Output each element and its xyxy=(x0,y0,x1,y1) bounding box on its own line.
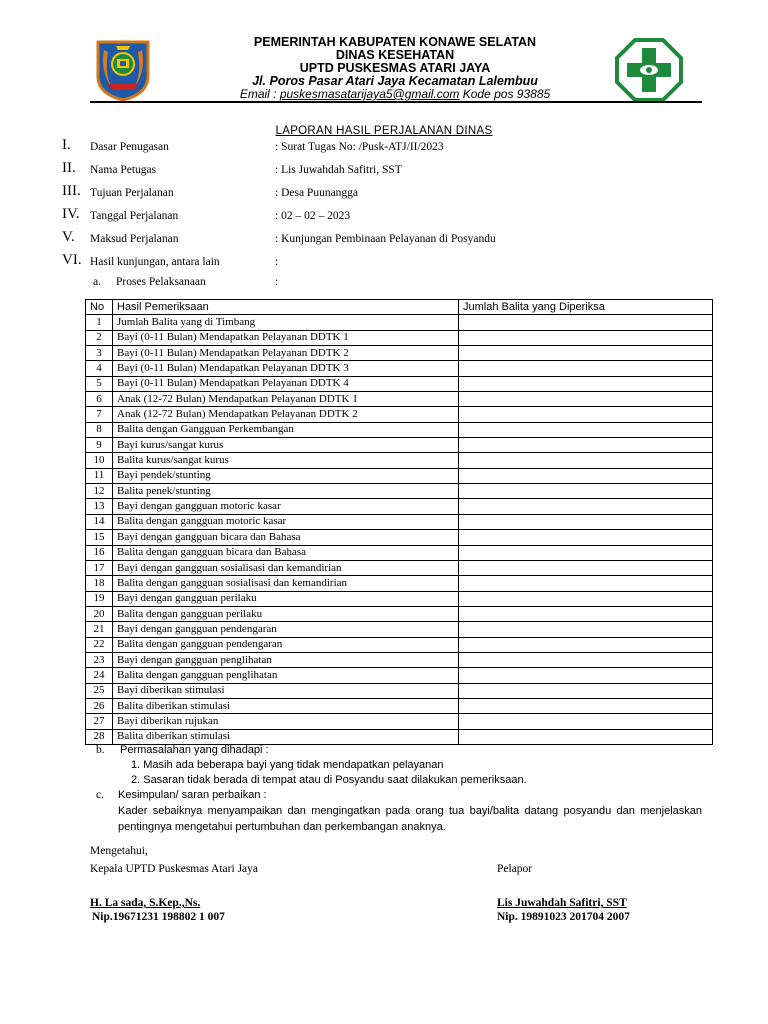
right-signatory-nip: Nip. 19891023 201704 2007 xyxy=(497,911,630,923)
row-number: 19 xyxy=(86,591,113,606)
row-result: Balita dengan gangguan bicara dan Bahasa xyxy=(113,545,459,560)
section-value: : xyxy=(275,256,279,268)
section-label: Nama Petugas xyxy=(90,164,157,176)
row-number: 23 xyxy=(86,652,113,667)
row-number: 4 xyxy=(86,361,113,376)
row-number: 8 xyxy=(86,422,113,437)
table-row xyxy=(86,606,713,621)
row-number: 1 xyxy=(86,315,113,330)
section-value: : Desa Puunangga xyxy=(275,187,359,199)
section-label: Dasar Penugasan xyxy=(90,141,169,153)
table-row xyxy=(86,499,713,514)
row-number: 28 xyxy=(86,729,113,744)
row-count xyxy=(459,652,713,667)
table-row xyxy=(86,392,713,407)
row-number: 3 xyxy=(86,346,113,361)
left-signatory-name: H. La sada, S.Kep.,Ns. xyxy=(90,897,201,909)
row-count xyxy=(459,499,713,514)
row-result: Bayi (0-11 Bulan) Mendapatkan Pelayanan DDTK 3 xyxy=(113,361,459,376)
row-count xyxy=(459,376,713,391)
row-result: Bayi dengan gangguan penglihatan xyxy=(113,652,459,667)
row-count xyxy=(459,714,713,729)
row-count xyxy=(459,668,713,683)
table-row xyxy=(86,576,713,591)
table-row xyxy=(86,422,713,437)
row-result: Bayi kurus/sangat kurus xyxy=(113,438,459,453)
konawe-selatan-emblem-icon xyxy=(90,36,156,102)
row-count xyxy=(459,606,713,621)
row-count xyxy=(459,315,713,330)
problem-item: 2. Sasaran tidak berada di tempat atau di Posyandu saat dilakukan pemeriksaan. xyxy=(131,774,527,786)
row-count xyxy=(459,392,713,407)
row-result: Balita dengan gangguan sosialisasi dan kemandirian xyxy=(113,576,459,591)
row-count xyxy=(459,560,713,575)
table-row xyxy=(86,729,713,744)
table-row xyxy=(86,346,713,361)
row-count xyxy=(459,729,713,744)
row-count xyxy=(459,637,713,652)
column-header-result: Hasil Pemeriksaan xyxy=(113,300,459,315)
row-result: Bayi (0-11 Bulan) Mendapatkan Pelayanan DDTK 1 xyxy=(113,330,459,345)
row-result: Balita penek/stunting xyxy=(113,484,459,499)
table-row xyxy=(86,484,713,499)
row-number: 6 xyxy=(86,392,113,407)
table-row xyxy=(86,698,713,713)
row-count xyxy=(459,530,713,545)
header-line-government: PEMERINTAH KABUPATEN KONAWE SELATAN xyxy=(253,35,537,49)
section-number: I. xyxy=(62,137,71,153)
row-number: 2 xyxy=(86,330,113,345)
table-row xyxy=(86,315,713,330)
row-result: Balita dengan gangguan penglihatan xyxy=(113,668,459,683)
examination-table xyxy=(85,299,713,745)
row-number: 10 xyxy=(86,453,113,468)
row-result: Balita dengan gangguan pendengaran xyxy=(113,637,459,652)
row-number: 21 xyxy=(86,622,113,637)
section-number: V. xyxy=(62,229,75,245)
subsection-a-label: a. xyxy=(93,276,101,288)
right-signatory-role: Pelapor xyxy=(497,863,533,875)
row-count xyxy=(459,346,713,361)
table-row xyxy=(86,438,713,453)
row-number: 26 xyxy=(86,698,113,713)
section-number: VI. xyxy=(62,252,82,268)
table-row xyxy=(86,361,713,376)
row-result: Bayi diberikan rujukan xyxy=(113,714,459,729)
table-body xyxy=(86,315,713,745)
table-row xyxy=(86,637,713,652)
row-result: Balita kurus/sangat kurus xyxy=(113,453,459,468)
problem-item: 1. Masih ada beberapa bayi yang tidak mendapatkan pelayanan xyxy=(131,759,444,771)
subsection-c-heading: Kesimpulan/ saran perbaikan : xyxy=(118,789,267,801)
letterhead xyxy=(0,0,768,105)
column-header-count: Jumlah Balita yang Diperiksa xyxy=(459,300,713,315)
row-number: 16 xyxy=(86,545,113,560)
row-result: Balita diberikan stimulasi xyxy=(113,729,459,744)
section-label: Hasil kunjungan, antara lain xyxy=(90,256,220,268)
header-line-puskesmas: UPTD PUSKESMAS ATARI JAYA xyxy=(299,61,491,75)
row-count xyxy=(459,698,713,713)
row-result: Bayi dengan gangguan perilaku xyxy=(113,591,459,606)
left-signatory-nip: Nip.19671231 198802 1 007 xyxy=(92,911,225,923)
table-row xyxy=(86,407,713,422)
row-number: 27 xyxy=(86,714,113,729)
row-result: Bayi (0-11 Bulan) Mendapatkan Pelayanan DDTK 4 xyxy=(113,376,459,391)
row-result: Bayi dengan gangguan pendengaran xyxy=(113,622,459,637)
row-number: 22 xyxy=(86,637,113,652)
row-number: 18 xyxy=(86,576,113,591)
report-title: LAPORAN HASIL PERJALANAN DINAS xyxy=(275,125,493,137)
table-row xyxy=(86,560,713,575)
row-count xyxy=(459,514,713,529)
left-signatory-role: Kepala UPTD Puskesmas Atari Jaya xyxy=(90,863,258,875)
section-label: Tujuan Perjalanan xyxy=(90,187,174,199)
header-divider xyxy=(90,101,702,103)
row-result: Bayi dengan gangguan motoric kasar xyxy=(113,499,459,514)
row-count xyxy=(459,422,713,437)
email-label: Email : xyxy=(239,87,280,101)
acknowledged-label: Mengetahui, xyxy=(90,845,148,857)
row-result: Balita dengan Gangguan Perkembangan xyxy=(113,422,459,437)
row-number: 24 xyxy=(86,668,113,683)
row-number: 25 xyxy=(86,683,113,698)
table-row xyxy=(86,468,713,483)
row-result: Bayi (0-11 Bulan) Mendapatkan Pelayanan DDTK 2 xyxy=(113,346,459,361)
row-count xyxy=(459,545,713,560)
row-result: Anak (12-72 Bulan) Mendapatkan Pelayanan DDTK 1 xyxy=(113,392,459,407)
table-row xyxy=(86,591,713,606)
header-line-department: DINAS KESEHATAN xyxy=(335,48,455,62)
row-result: Balita dengan gangguan perilaku xyxy=(113,606,459,621)
row-result: Bayi diberikan stimulasi xyxy=(113,683,459,698)
row-result: Bayi dengan gangguan bicara dan Bahasa xyxy=(113,530,459,545)
row-count xyxy=(459,683,713,698)
section-label: Maksud Perjalanan xyxy=(90,233,179,245)
subsection-b-label: b. xyxy=(96,744,105,756)
row-count xyxy=(459,438,713,453)
section-value: : Surat Tugas No: /Pusk-ATJ/II/2023 xyxy=(275,141,444,153)
row-count xyxy=(459,453,713,468)
table-row xyxy=(86,714,713,729)
subsection-b-heading: Permasalahan yang dihadapi : xyxy=(120,744,269,756)
conclusion-text: Kader sebaiknya menyampaikan dan mengingatkan pada orang tua bayi/balita datang posyandu dan menjelaskan pentingnya mengetahui pertumbuhan dan perkembangan anaknya. xyxy=(118,805,702,833)
table-row xyxy=(86,545,713,560)
row-result: Anak (12-72 Bulan) Mendapatkan Pelayanan DDTK 2 xyxy=(113,407,459,422)
row-number: 9 xyxy=(86,438,113,453)
row-result: Bayi pendek/stunting xyxy=(113,468,459,483)
header-contact xyxy=(190,87,600,101)
row-count xyxy=(459,622,713,637)
row-result: Jumlah Balita yang di Timbang xyxy=(113,315,459,330)
section-value: : Lis Juwahdah Safitri, SST xyxy=(275,164,402,176)
row-count xyxy=(459,407,713,422)
header-address: Jl. Poros Pasar Atari Jaya Kecamatan Lalembuu xyxy=(252,74,538,88)
table-row xyxy=(86,622,713,637)
row-number: 17 xyxy=(86,560,113,575)
section-value: : 02 – 02 – 2023 xyxy=(275,210,351,222)
table-row xyxy=(86,514,713,529)
column-header-no: No xyxy=(86,300,113,315)
row-number: 12 xyxy=(86,484,113,499)
section-label: Tanggal Perjalanan xyxy=(90,210,179,222)
table-row xyxy=(86,683,713,698)
section-number: III. xyxy=(62,183,81,199)
row-count xyxy=(459,591,713,606)
row-number: 13 xyxy=(86,499,113,514)
subsection-a-colon: : xyxy=(275,276,279,288)
subsection-a-title: Proses Pelaksanaan xyxy=(116,276,206,288)
row-result: Bayi dengan gangguan sosialisasi dan kemandirian xyxy=(113,560,459,575)
row-number: 5 xyxy=(86,376,113,391)
row-number: 7 xyxy=(86,407,113,422)
section-number: IV. xyxy=(62,206,80,222)
table-row xyxy=(86,453,713,468)
table-row xyxy=(86,668,713,683)
section-number: II. xyxy=(62,160,76,176)
row-count xyxy=(459,361,713,376)
row-result: Balita diberikan stimulasi xyxy=(113,698,459,713)
email-link[interactable]: puskesmasatarijaya5@gmail.com xyxy=(279,87,460,101)
table-row xyxy=(86,530,713,545)
row-number: 14 xyxy=(86,514,113,529)
table-header-row xyxy=(86,300,713,315)
right-signatory-name: Lis Juwahdah Safitri, SST xyxy=(497,897,627,909)
subsection-c-label: c. xyxy=(96,789,104,801)
puskesmas-cross-logo-icon xyxy=(615,38,683,102)
table-row xyxy=(86,376,713,391)
row-number: 15 xyxy=(86,530,113,545)
row-count xyxy=(459,484,713,499)
postal-code: Kode pos 93885 xyxy=(459,87,551,101)
section-value: : Kunjungan Pembinaan Pelayanan di Posyandu xyxy=(275,233,496,245)
row-count xyxy=(459,576,713,591)
table-row xyxy=(86,330,713,345)
row-count xyxy=(459,330,713,345)
table-row xyxy=(86,652,713,667)
row-result: Balita dengan gangguan motoric kasar xyxy=(113,514,459,529)
row-number: 11 xyxy=(86,468,113,483)
row-count xyxy=(459,468,713,483)
row-number: 20 xyxy=(86,606,113,621)
